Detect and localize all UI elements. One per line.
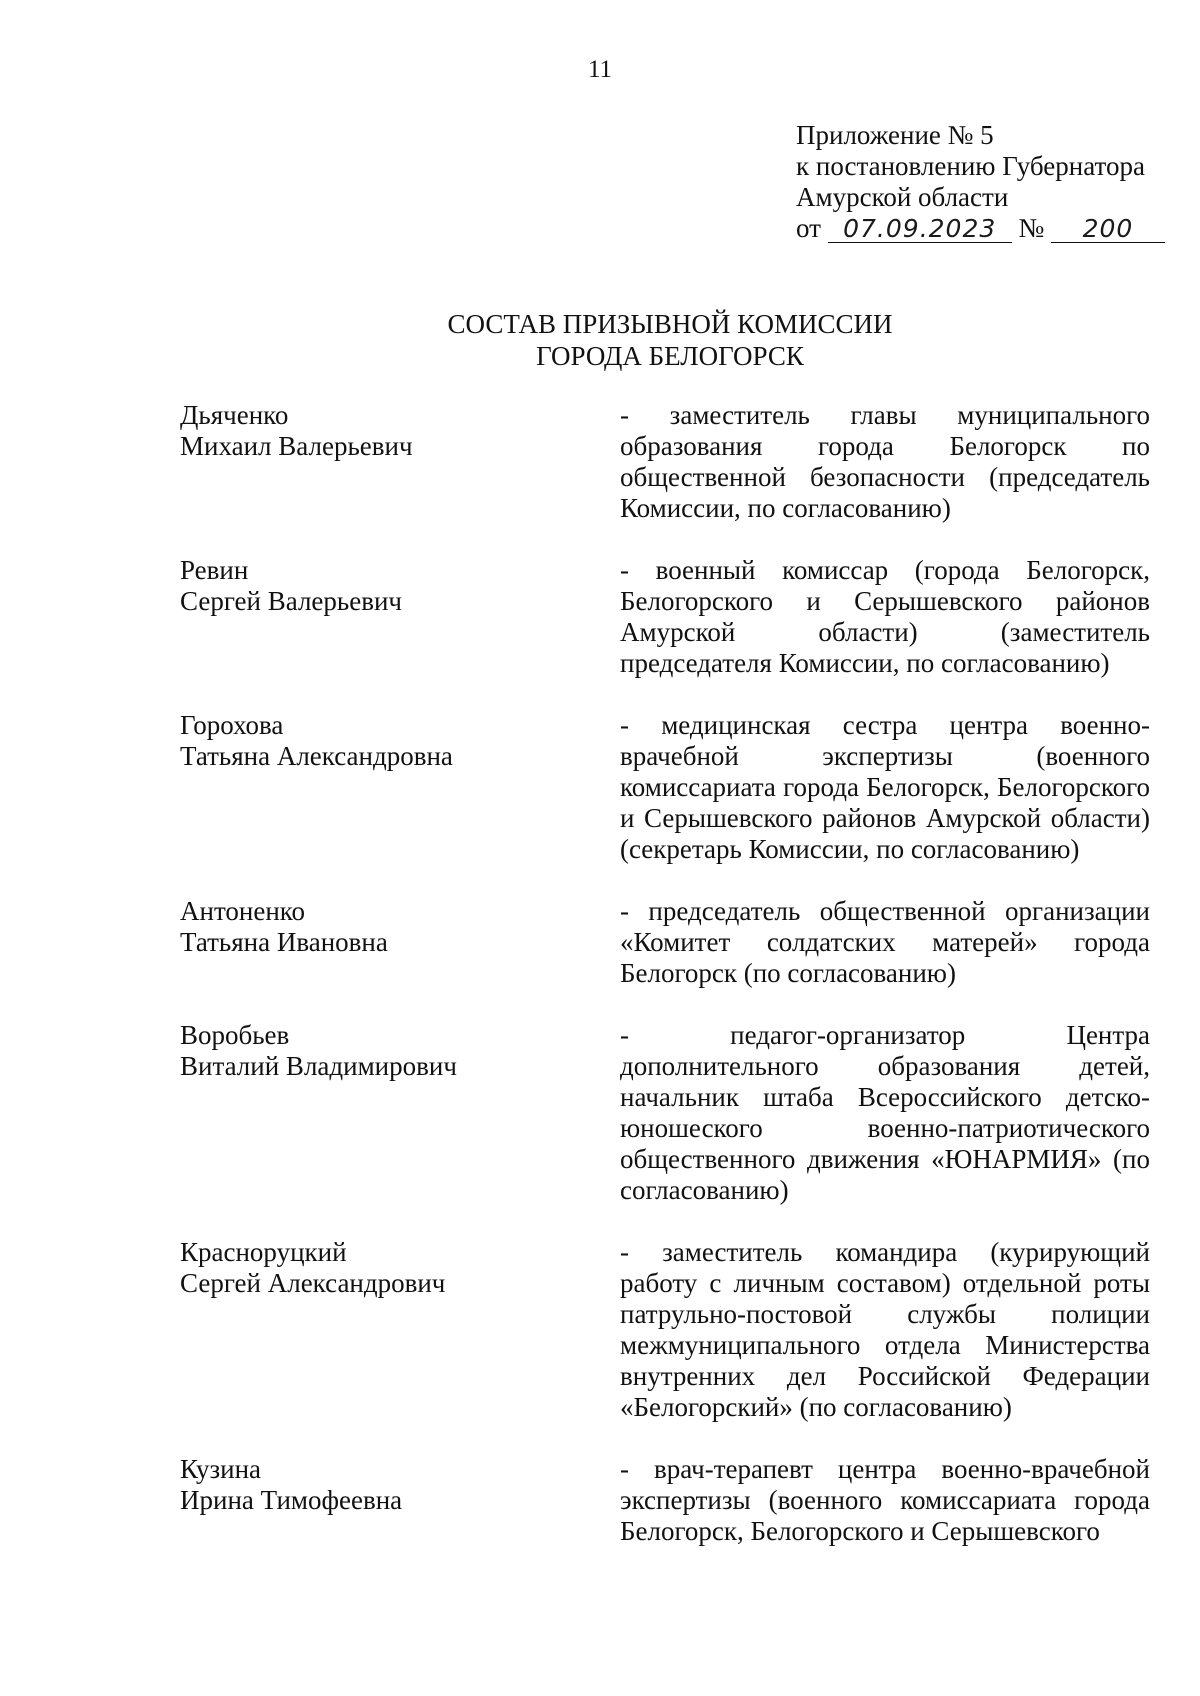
page-number: 11 [587,56,613,83]
member-role: - медицинская сестра центра военно-врачебной экспертизы (военного комиссариата города Белогорск, Белогорского и Серышевского районов Амурской области) (секретарь Комиссии, по согласованию) [620,710,1150,864]
appendix-line-2: к постановлению Губернатора [796,151,1145,181]
member-entry [180,400,1150,524]
number-sign: № [1018,213,1045,243]
member-entry [180,1454,1150,1547]
member-name [180,896,620,989]
date-prefix: от [796,213,821,243]
document-title [0,308,1200,372]
member-name [180,1020,620,1206]
appendix-line-1: Приложение № 5 [796,120,994,150]
member-role: - заместитель командира (курирующий работу с личным составом) отдельной роты патрульно-постовой службы полиции межмуниципального отдела Министерства внутренних дел Российской Федерации «Белогорский» (по согласованию) [620,1237,1150,1422]
member-given-name: Татьяна Александровна [180,741,453,771]
member-surname: Красноруцкий [180,1237,347,1267]
member-name [180,555,620,679]
member-given-name: Ирина Тимофеевна [180,1485,403,1515]
handwritten-date: 07.09.2023 [828,216,1012,243]
member-role: - председатель общественной организации «Комитет солдатских матерей» города Белогорск (по согласованию) [620,896,1150,988]
member-role: - заместитель главы муниципального образования города Белогорск по общественной безопасности (председатель Комиссии, по согласованию) [620,400,1150,523]
member-surname: Дьяченко [180,400,289,430]
appendix-line-3: Амурской области [796,182,1009,212]
title-line-2: ГОРОДА БЕЛОГОРСК [536,341,804,371]
member-name [180,1237,620,1423]
member-surname: Ревин [180,555,249,585]
member-given-name: Татьяна Ивановна [180,927,388,957]
member-entry [180,1020,1150,1206]
member-surname: Кузина [180,1454,262,1484]
member-name [180,400,620,524]
member-surname: Горохова [180,710,284,740]
member-entry [180,1237,1150,1423]
member-entry [180,710,1150,865]
member-entry [180,896,1150,989]
member-role: - врач-терапевт центра военно-врачебной экспертизы (военного комиссариата города Белогорск, Белогорского и Серышевского [620,1454,1150,1546]
member-name [180,1454,620,1547]
member-given-name: Виталий Владимирович [180,1051,457,1081]
member-name [180,710,620,865]
member-given-name: Сергей Валерьевич [180,586,402,616]
handwritten-number: 200 [1051,216,1165,243]
member-surname: Антоненко [180,896,306,926]
member-entry [180,555,1150,679]
member-role: - педагог-организатор Центра дополнительного образования детей, начальник штаба Всероссийского детско-юношеского военно-патриотического общественного движения «ЮНАРМИЯ» (по согласованию) [620,1020,1150,1205]
member-surname: Воробьев [180,1020,290,1050]
members-list [180,400,1150,1578]
appendix-header [796,120,1156,244]
title-line-1: СОСТАВ ПРИЗЫВНОЙ КОМИССИИ [447,309,893,339]
appendix-date-line [796,213,1156,244]
member-given-name: Михаил Валерьевич [180,431,413,461]
member-given-name: Сергей Александрович [180,1268,446,1298]
member-role: - военный комиссар (города Белогорск, Белогорского и Серышевского районов Амурской области) (заместитель председателя Комиссии, по согласованию) [620,555,1150,678]
